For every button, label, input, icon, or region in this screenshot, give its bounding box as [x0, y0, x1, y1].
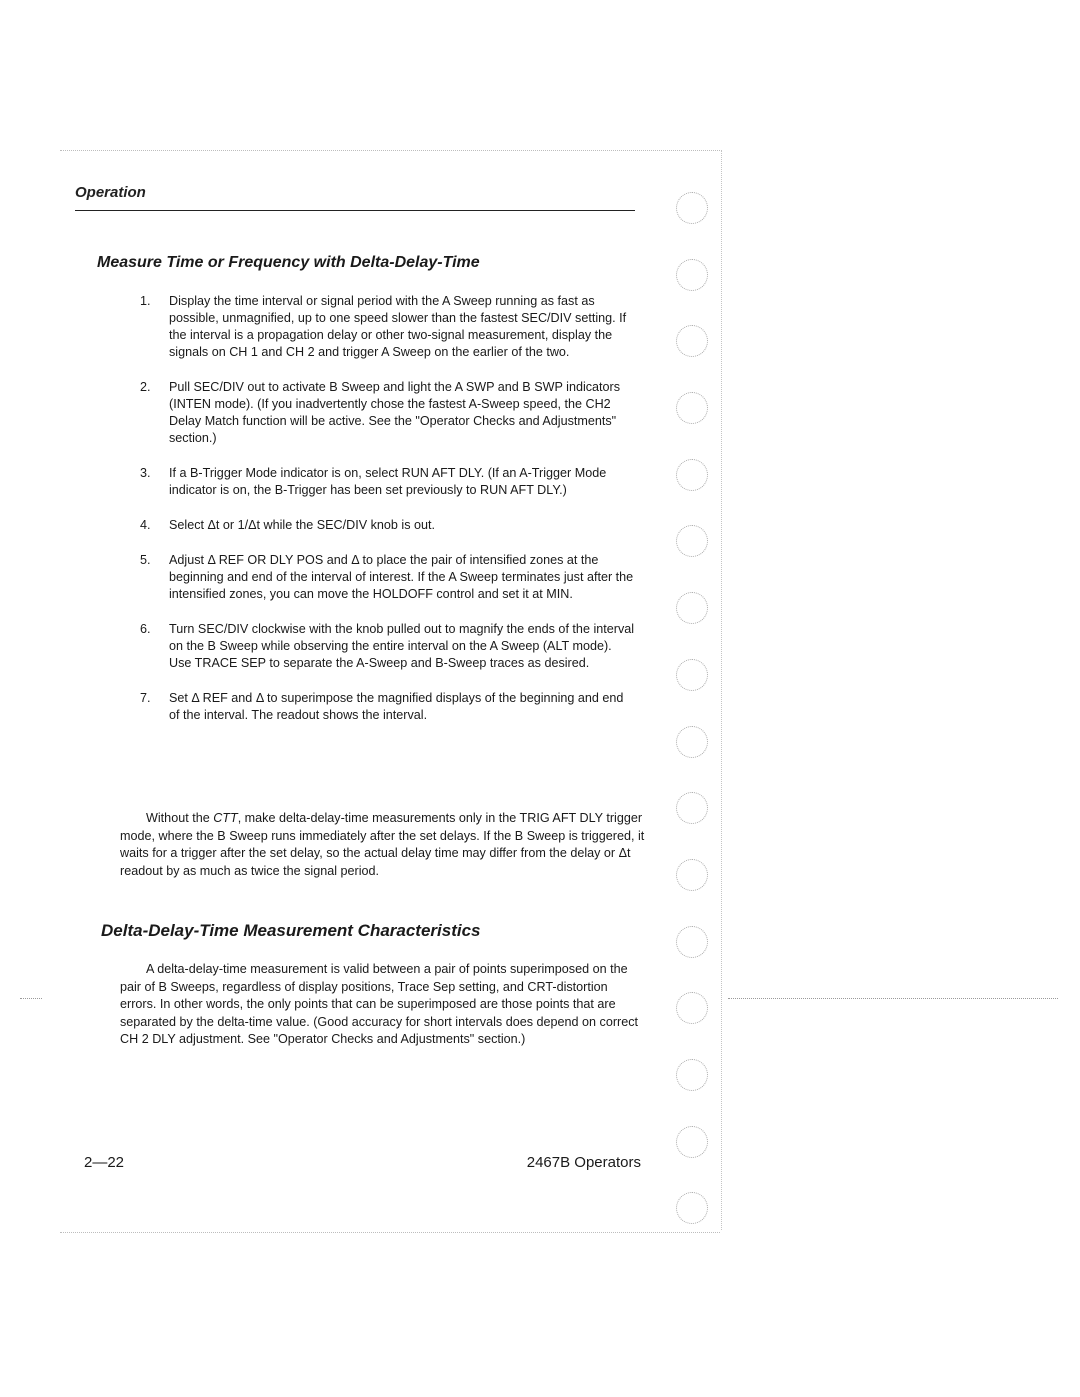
- manual-title: 2467B Operators: [526, 1154, 641, 1171]
- step-text: Select Δt or 1/Δt while the SEC/DIV knob is out.: [169, 518, 436, 532]
- binder-hole: [676, 325, 708, 357]
- binder-hole: [676, 792, 708, 824]
- step-text: If a B-Trigger Mode indicator is on, select RUN AFT DLY. (If an A-Trigger Mode indicator is on, the B-Trigger has been set previously to RUN AFT DLY.): [169, 466, 607, 497]
- binder-hole: [676, 392, 708, 424]
- step-text: Turn SEC/DIV clockwise with the knob pulled out to magnify the ends of the interval on the B Sweep while observing the entire interval on the A Sweep (ALT mode). Use TRACE SEP to separate the A-Sweep and B-Sweep traces as desired.: [169, 622, 635, 670]
- procedure-steps: [140, 293, 640, 742]
- binder-hole: [676, 659, 708, 691]
- body-paragraph-text: A delta-delay-time measurement is valid between a pair of points superimposed on the pair of B Sweeps, regardless of display positions, Trace Sep setting, and CRT-distortion errors. In other words, the only points that can be superimposed are those points that are separated by the delta-time value. (Good accuracy for short intervals does depend on correct CH 2 DLY adjustment. See "Operator Checks and Adjustments" section.): [120, 962, 639, 1046]
- step-number: 4.: [140, 518, 151, 532]
- binder-hole: [676, 992, 708, 1024]
- step-number: 1.: [140, 294, 151, 308]
- procedure-step: [140, 690, 640, 724]
- scan-artifact-line: [728, 998, 1058, 999]
- section-heading: Measure Time or Frequency with Delta-Delay-Time: [97, 254, 480, 271]
- note-emphasis: CTT: [213, 811, 238, 825]
- binder-hole: [676, 1192, 708, 1224]
- section-heading: Delta-Delay-Time Measurement Characteristics: [101, 921, 481, 940]
- procedure-step: [140, 379, 640, 447]
- procedure-step: [140, 517, 640, 534]
- page-bottom-edge: [60, 1232, 720, 1233]
- step-number: 7.: [140, 691, 151, 705]
- binder-hole: [676, 592, 708, 624]
- procedure-step: [140, 293, 640, 361]
- step-number: 2.: [140, 380, 151, 394]
- step-number: 5.: [140, 553, 151, 567]
- binder-hole: [676, 459, 708, 491]
- running-header: Operation: [75, 184, 146, 201]
- page-right-edge: [721, 150, 722, 1230]
- step-text: Pull SEC/DIV out to activate B Sweep and light the A SWP and B SWP indicators (INTEN mode). (If you inadvertently chose the fastest A-Sweep speed, the CH2 Delay Match function will be active. See the "Operator Checks and Adjustments" section.): [169, 380, 621, 445]
- binder-hole: [676, 1059, 708, 1091]
- binder-holes: [676, 192, 712, 1259]
- binder-hole: [676, 192, 708, 224]
- procedure-step: [140, 552, 640, 603]
- procedure-step: [140, 621, 640, 672]
- binder-hole: [676, 926, 708, 958]
- binder-hole: [676, 726, 708, 758]
- step-text: Adjust Δ REF OR DLY POS and Δ to place the pair of intensified zones at the beginning and end of the interval of interest. If the A Sweep terminates just after the intensified zones, you can move the HOLDOFF control and set it at MIN.: [169, 553, 634, 601]
- binder-hole: [676, 259, 708, 291]
- scan-artifact-line: [20, 998, 42, 999]
- note-text-pre: Without the: [146, 811, 214, 825]
- note-text-post: , make delta-delay-time measurements only in the TRIG AFT DLY trigger mode, where the B Sweep runs immediately after the set delays. If the B Sweep is triggered, it waits for a trigger after the set delay, so the actual delay time may differ from the delay or Δt readout by as much as twice the signal period.: [120, 811, 645, 878]
- note-paragraph: [120, 810, 645, 880]
- page-top-edge: [60, 150, 720, 151]
- page-number: 2—22: [84, 1154, 125, 1171]
- binder-hole: [676, 859, 708, 891]
- step-text: Display the time interval or signal period with the A Sweep running as fast as possible, unmagnified, up to one speed slower than the fastest SEC/DIV setting. If the interval is a propagation delay or other two-signal measurement, display the signals on CH 1 and CH 2 and trigger A Sweep on the earlier of the two.: [169, 294, 627, 359]
- binder-hole: [676, 1126, 708, 1158]
- procedure-step: [140, 465, 640, 499]
- body-paragraph: [120, 961, 645, 1049]
- step-number: 3.: [140, 466, 151, 480]
- header-rule: [75, 210, 635, 211]
- binder-hole: [676, 525, 708, 557]
- step-text: Set Δ REF and Δ to superimpose the magnified displays of the beginning and end of the interval. The readout shows the interval.: [169, 691, 624, 722]
- step-number: 6.: [140, 622, 151, 636]
